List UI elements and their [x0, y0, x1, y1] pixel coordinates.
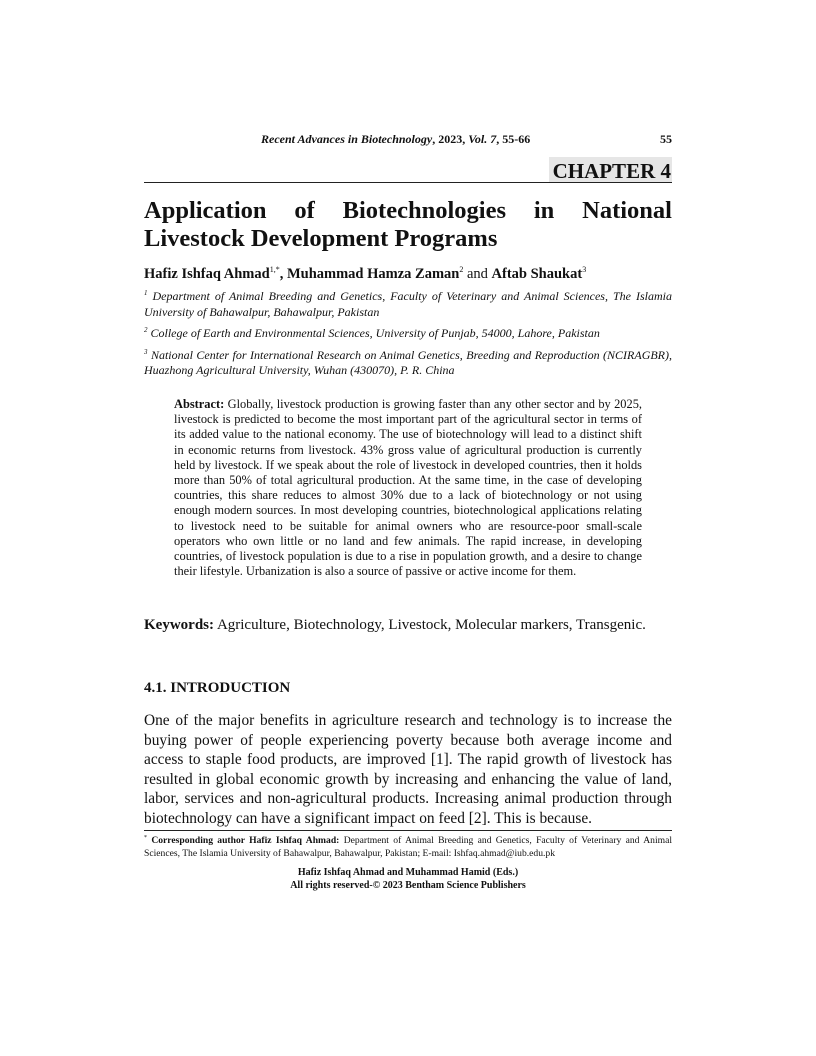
journal-citation: Recent Advances in Biotechnology, 2023, Vol. 7, 55-66 — [261, 132, 531, 146]
corresponding-author-footnote: * Corresponding author Hafiz Ishfaq Ahmad: Department of Animal Breeding and Genetics, Faculty of Veterinary and Animal Sciences, The Islamia University of Bahawalpur, Bahawalpur, Pakistan; E-mail: Ishfaq.ahmad@iub.edu.pk — [144, 835, 672, 859]
abstract-label: Abstract: — [174, 397, 225, 411]
copyright-line: All rights reserved-© 2023 Bentham Science Publishers — [290, 880, 526, 891]
editors-line: Hafiz Ishfaq Ahmad and Muhammad Hamid (Eds.) — [297, 867, 519, 878]
chapter-title: Application of Biotechnologies in National Livestock Development Programs — [144, 197, 672, 252]
affiliation: $^1$ Department of Animal Breeding and Genetics, Faculty of Veterinary and Animal Sciences, The Islamia University of Bahawalpur, Bahawalpur, Pakistan — [144, 289, 672, 319]
keywords: Keywords: Agriculture, Biotechnology, Livestock, Molecular markers, Transgenic. — [144, 617, 646, 633]
page-number: 55 — [660, 132, 672, 146]
abstract: Abstract: Globally, livestock production is growing faster than any other sector and by 2025, livestock is predicted to become the most important part of the agricultural sector in terms of its added value to the national economy. The use of biotechnology will lead to a distinct shift in economic returns from livestock. 43% gross value of agricultural production is currently held by livestock. If we speak about the role of livestock in developed countries, then it holds more than 50% of total agricultural production. At the same time, in the case of developing countries, this share reduces to almost 30% due to a lack of biotechnology or not using enough modern sources. In most developing countries, biotechnological applications relating to livestock need to be suitable for animal owners who are resource-poor small-scale operators who own little or no land and few animals. The rapid increase, in developing countries, of livestock population is due to a rise in population growth, and a desire to change their lifestyle. Urbanization is also a source of passive or active income for them. — [174, 397, 642, 579]
introduction-paragraph: One of the major benefits in agriculture research and technology is to increase the buying power of people experiencing poverty because both average income and access to staple food products, are improved [1]. The rapid growth of livestock has resulted in global economic growth by increasing and enhancing the value of land, labor, services and non-agricultural products. Increasing animal production through biotechnology can have a significant impact on feed [2]. This is because. — [144, 712, 672, 827]
author-name: Hafiz Ishfaq Ahmad — [144, 266, 270, 282]
author-list: Hafiz Ishfaq Ahmad$^{1,*}$, Muhammad Hamza Zaman$^2$ and Aftab Shaukat$^3$ — [144, 265, 587, 282]
affiliations — [144, 286, 672, 382]
affiliation: $^3$ National Center for International Research on Animal Genetics, Breeding and Reproduction (NCIRAGBR), Huazhong Agricultural University, Wuhan (430070), P. R. China — [144, 347, 673, 377]
publisher-imprint — [144, 866, 672, 892]
section-heading: 4.1. INTRODUCTION — [144, 680, 291, 696]
footnote-rule — [144, 830, 672, 831]
chapter-label: CHAPTER 4 — [549, 157, 672, 183]
keywords-label: Keywords: — [144, 617, 214, 633]
author-name: Aftab Shaukat — [491, 266, 583, 282]
author-name: Muhammad Hamza Zaman — [286, 266, 460, 282]
affiliation: $^2$ College of Earth and Environmental Sciences, University of Punjab, 54000, Lahore, Pakistan — [144, 326, 600, 340]
header-rule — [144, 182, 672, 183]
